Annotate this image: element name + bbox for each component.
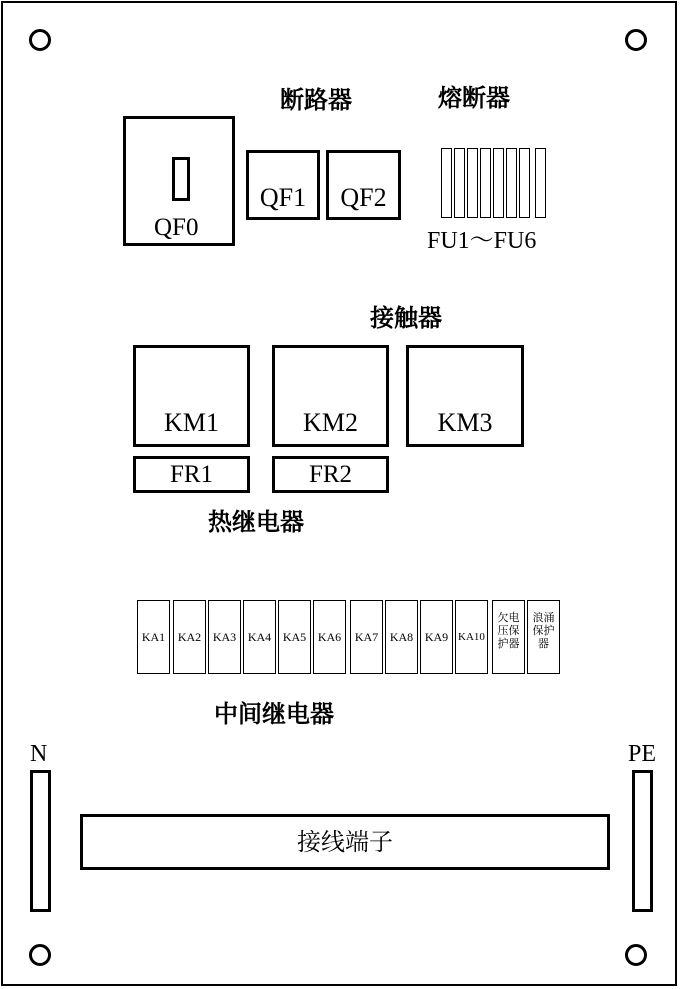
relay-ka9: KA9 xyxy=(420,600,453,674)
contactor-km3 xyxy=(406,345,524,447)
fuse-2 xyxy=(454,148,465,218)
surge-protector xyxy=(527,600,560,674)
breaker-caption: 断路器 xyxy=(280,85,352,114)
undervoltage-protector xyxy=(492,600,525,674)
pe-label: PE xyxy=(628,741,657,767)
mounting-hole-top-left xyxy=(29,29,51,51)
contactor-km2 xyxy=(272,345,389,447)
relay-ka1: KA1 xyxy=(137,600,170,674)
fuse-1 xyxy=(441,148,452,218)
contactor-km1 xyxy=(133,345,250,447)
neutral-label: N xyxy=(30,741,48,767)
breaker-qf0 xyxy=(123,116,235,246)
contactor-km3-label: KM3 xyxy=(437,408,493,437)
intermediate-relay-caption: 中间继电器 xyxy=(214,699,334,728)
thermal-relay-fr1-label: FR1 xyxy=(169,461,214,488)
contactor-caption: 接触器 xyxy=(370,303,442,332)
mounting-hole-top-right xyxy=(625,29,647,51)
neutral-terminal-strip xyxy=(30,770,51,912)
fuse-caption: 熔断器 xyxy=(438,83,510,112)
breaker-qf0-handle xyxy=(172,157,190,201)
terminal-block-label: 接线端子 xyxy=(297,828,393,856)
pe-terminal-strip xyxy=(632,770,653,912)
thermal-relay-fr2 xyxy=(272,456,389,493)
relay-ka3: KA3 xyxy=(208,600,241,674)
fuse-3 xyxy=(467,148,478,218)
undervoltage-protector-label: 欠电压保护器 xyxy=(497,611,520,650)
breaker-qf1 xyxy=(246,150,320,220)
relay-ka10: KA10 xyxy=(455,600,488,674)
breaker-qf0-label: QF0 xyxy=(154,214,199,241)
relay-ka5: KA5 xyxy=(278,600,311,674)
relay-ka2: KA2 xyxy=(173,600,206,674)
surge-protector-label: 浪涌保护器 xyxy=(532,611,555,650)
fuse-4 xyxy=(480,148,491,218)
contactor-km2-label: KM2 xyxy=(303,408,358,437)
thermal-relay-caption: 热继电器 xyxy=(208,507,304,536)
breaker-qf1-label: QF1 xyxy=(259,183,307,212)
mounting-hole-bottom-left xyxy=(29,944,51,966)
relay-ka4: KA4 xyxy=(243,600,276,674)
thermal-relay-fr2-label: FR2 xyxy=(308,461,353,488)
mounting-hole-bottom-right xyxy=(625,944,647,966)
fuse-6 xyxy=(506,148,517,218)
fuse-5 xyxy=(493,148,504,218)
contactor-km1-label: KM1 xyxy=(164,408,219,437)
relay-ka7: KA7 xyxy=(350,600,383,674)
fuse-range-label: FU1～FU6 xyxy=(427,228,537,254)
relay-ka6: KA6 xyxy=(313,600,346,674)
terminal-block xyxy=(80,814,610,870)
relay-ka8: KA8 xyxy=(385,600,418,674)
fuse-7 xyxy=(519,148,530,218)
fuse-8 xyxy=(535,148,546,218)
breaker-qf2-label: QF2 xyxy=(340,183,387,212)
thermal-relay-fr1 xyxy=(133,456,250,493)
breaker-qf2 xyxy=(326,150,401,220)
